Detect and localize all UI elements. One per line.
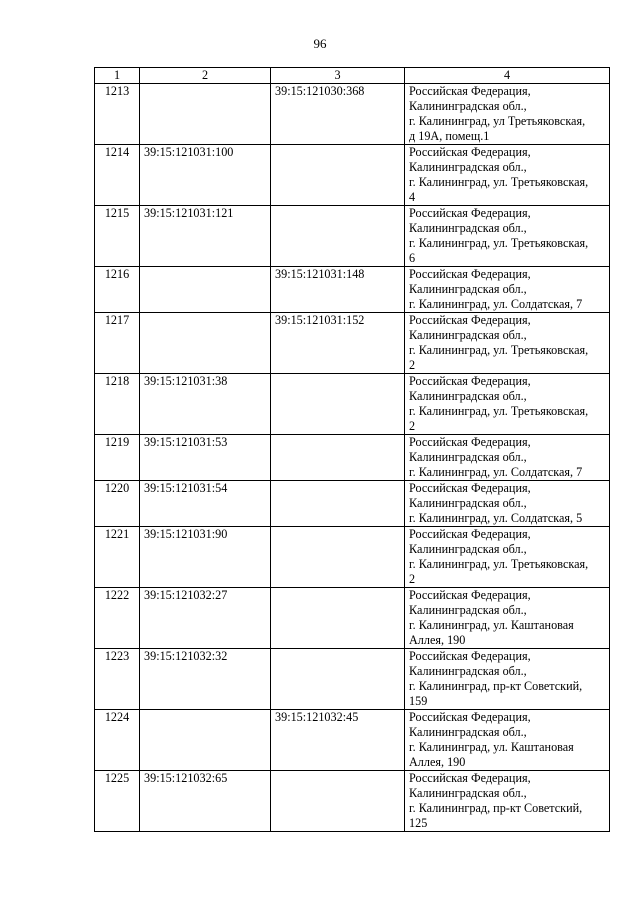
address-line: Российская Федерация, — [409, 374, 531, 388]
header-row — [95, 68, 610, 84]
address-line: Калининградская обл., — [409, 603, 527, 617]
address-line: Калининградская обл., — [409, 786, 527, 800]
registry-table — [94, 67, 610, 832]
address-line: 2 — [409, 419, 416, 433]
address-cell — [405, 710, 610, 771]
address-line: г. Калининград, ул. Солдатская, 7 — [409, 465, 583, 479]
row-number-cell: 1214 — [95, 145, 140, 206]
address-line: Российская Федерация, — [409, 267, 531, 281]
table-row — [95, 771, 610, 832]
address-line: Российская Федерация, — [409, 435, 531, 449]
address-line: Калининградская обл., — [409, 160, 527, 174]
address-line: г. Калининград, ул. Солдатская, 5 — [409, 511, 583, 525]
address-cell — [405, 145, 610, 206]
address-line: Калининградская обл., — [409, 282, 527, 296]
cadastral-number-cell: 39:15:121031:121 — [140, 206, 271, 267]
address-line: Калининградская обл., — [409, 221, 527, 235]
address-line: г. Калининград, ул. Третьяковская, — [409, 557, 589, 571]
address-line: Российская Федерация, — [409, 145, 531, 159]
address-line: 4 — [409, 190, 416, 204]
address-line: Российская Федерация, — [409, 771, 531, 785]
cadastral-number-cell — [271, 771, 405, 832]
address-line: Российская Федерация, — [409, 649, 531, 663]
address-line: г. Калининград, ул. Третьяковская, — [409, 175, 589, 189]
address-line: 159 — [409, 694, 428, 708]
table-body — [95, 84, 610, 832]
address-cell — [405, 649, 610, 710]
address-line: Аллея, 190 — [409, 633, 466, 647]
table-row — [95, 374, 610, 435]
header-col-1: 1 — [95, 68, 140, 84]
address-line: Калининградская обл., — [409, 664, 527, 678]
table-row — [95, 588, 610, 649]
address-line: г. Калининград, ул. Солдатская, 7 — [409, 297, 583, 311]
address-line: 2 — [409, 572, 416, 586]
address-line: Калининградская обл., — [409, 99, 527, 113]
address-line: Калининградская обл., — [409, 542, 527, 556]
address-line: г. Калининград, ул. Третьяковская, — [409, 343, 589, 357]
address-cell — [405, 481, 610, 527]
cadastral-number-cell — [271, 588, 405, 649]
address-line: Калининградская обл., — [409, 496, 527, 510]
address-line: Российская Федерация, — [409, 588, 531, 602]
row-number-cell: 1215 — [95, 206, 140, 267]
table-row — [95, 481, 610, 527]
address-cell — [405, 313, 610, 374]
address-line: Калининградская обл., — [409, 328, 527, 342]
address-line: Российская Федерация, — [409, 481, 531, 495]
address-cell — [405, 206, 610, 267]
cadastral-number-cell — [140, 84, 271, 145]
address-line: Российская Федерация, — [409, 84, 531, 98]
cadastral-number-cell: 39:15:121030:368 — [271, 84, 405, 145]
cadastral-number-cell: 39:15:121031:100 — [140, 145, 271, 206]
address-line: г. Калининград, ул. Третьяковская, — [409, 236, 589, 250]
address-cell — [405, 374, 610, 435]
table-row — [95, 84, 610, 145]
address-line: Российская Федерация, — [409, 710, 531, 724]
address-line: д 19А, помещ.1 — [409, 129, 490, 143]
header-col-4: 4 — [405, 68, 610, 84]
cadastral-number-cell — [271, 145, 405, 206]
cadastral-number-cell — [271, 435, 405, 481]
cadastral-number-cell: 39:15:121031:53 — [140, 435, 271, 481]
table-row — [95, 649, 610, 710]
row-number-cell: 1224 — [95, 710, 140, 771]
cadastral-number-cell: 39:15:121032:45 — [271, 710, 405, 771]
address-cell — [405, 435, 610, 481]
address-line: 2 — [409, 358, 416, 372]
header-col-2: 2 — [140, 68, 271, 84]
cadastral-number-cell: 39:15:121031:152 — [271, 313, 405, 374]
address-line: Калининградская обл., — [409, 725, 527, 739]
table-row — [95, 435, 610, 481]
address-cell — [405, 771, 610, 832]
row-number-cell: 1216 — [95, 267, 140, 313]
address-line: 6 — [409, 251, 416, 265]
table-row — [95, 145, 610, 206]
cadastral-number-cell — [271, 649, 405, 710]
table-row — [95, 527, 610, 588]
cadastral-number-cell: 39:15:121032:27 — [140, 588, 271, 649]
address-line: Калининградская обл., — [409, 450, 527, 464]
address-line: Российская Федерация, — [409, 313, 531, 327]
header-col-3: 3 — [271, 68, 405, 84]
address-line: Российская Федерация, — [409, 206, 531, 220]
row-number-cell: 1220 — [95, 481, 140, 527]
cadastral-number-cell: 39:15:121032:65 — [140, 771, 271, 832]
address-line: Российская Федерация, — [409, 527, 531, 541]
cadastral-number-cell: 39:15:121031:54 — [140, 481, 271, 527]
address-cell — [405, 84, 610, 145]
address-line: Калининградская обл., — [409, 389, 527, 403]
cadastral-number-cell — [140, 313, 271, 374]
row-number-cell: 1217 — [95, 313, 140, 374]
table-row — [95, 710, 610, 771]
cadastral-number-cell: 39:15:121031:90 — [140, 527, 271, 588]
cadastral-number-cell: 39:15:121031:38 — [140, 374, 271, 435]
table-row — [95, 313, 610, 374]
cadastral-number-cell: 39:15:121031:148 — [271, 267, 405, 313]
row-number-cell: 1219 — [95, 435, 140, 481]
row-number-cell: 1218 — [95, 374, 140, 435]
row-number-cell: 1222 — [95, 588, 140, 649]
address-line: г. Калининград, пр-кт Советский, — [409, 679, 583, 693]
address-cell — [405, 267, 610, 313]
cadastral-number-cell: 39:15:121032:32 — [140, 649, 271, 710]
address-line: Аллея, 190 — [409, 755, 466, 769]
cadastral-number-cell — [271, 206, 405, 267]
address-cell — [405, 527, 610, 588]
table-row — [95, 267, 610, 313]
cadastral-number-cell — [271, 481, 405, 527]
table-row — [95, 206, 610, 267]
row-number-cell: 1221 — [95, 527, 140, 588]
address-line: г. Калининград, ул. Третьяковская, — [409, 404, 589, 418]
row-number-cell: 1223 — [95, 649, 140, 710]
address-line: г. Калининград, пр-кт Советский, — [409, 801, 583, 815]
address-line: 125 — [409, 816, 428, 830]
address-line: г. Калининград, ул Третьяковская, — [409, 114, 586, 128]
cadastral-number-cell — [271, 374, 405, 435]
row-number-cell: 1213 — [95, 84, 140, 145]
cadastral-number-cell — [271, 527, 405, 588]
table-header — [95, 68, 610, 84]
row-number-cell: 1225 — [95, 771, 140, 832]
page-number: 96 — [313, 36, 327, 51]
cadastral-number-cell — [140, 267, 271, 313]
cadastral-number-cell — [140, 710, 271, 771]
address-line: г. Калининград, ул. Каштановая — [409, 618, 574, 632]
address-cell — [405, 588, 610, 649]
address-line: г. Калининград, ул. Каштановая — [409, 740, 574, 754]
